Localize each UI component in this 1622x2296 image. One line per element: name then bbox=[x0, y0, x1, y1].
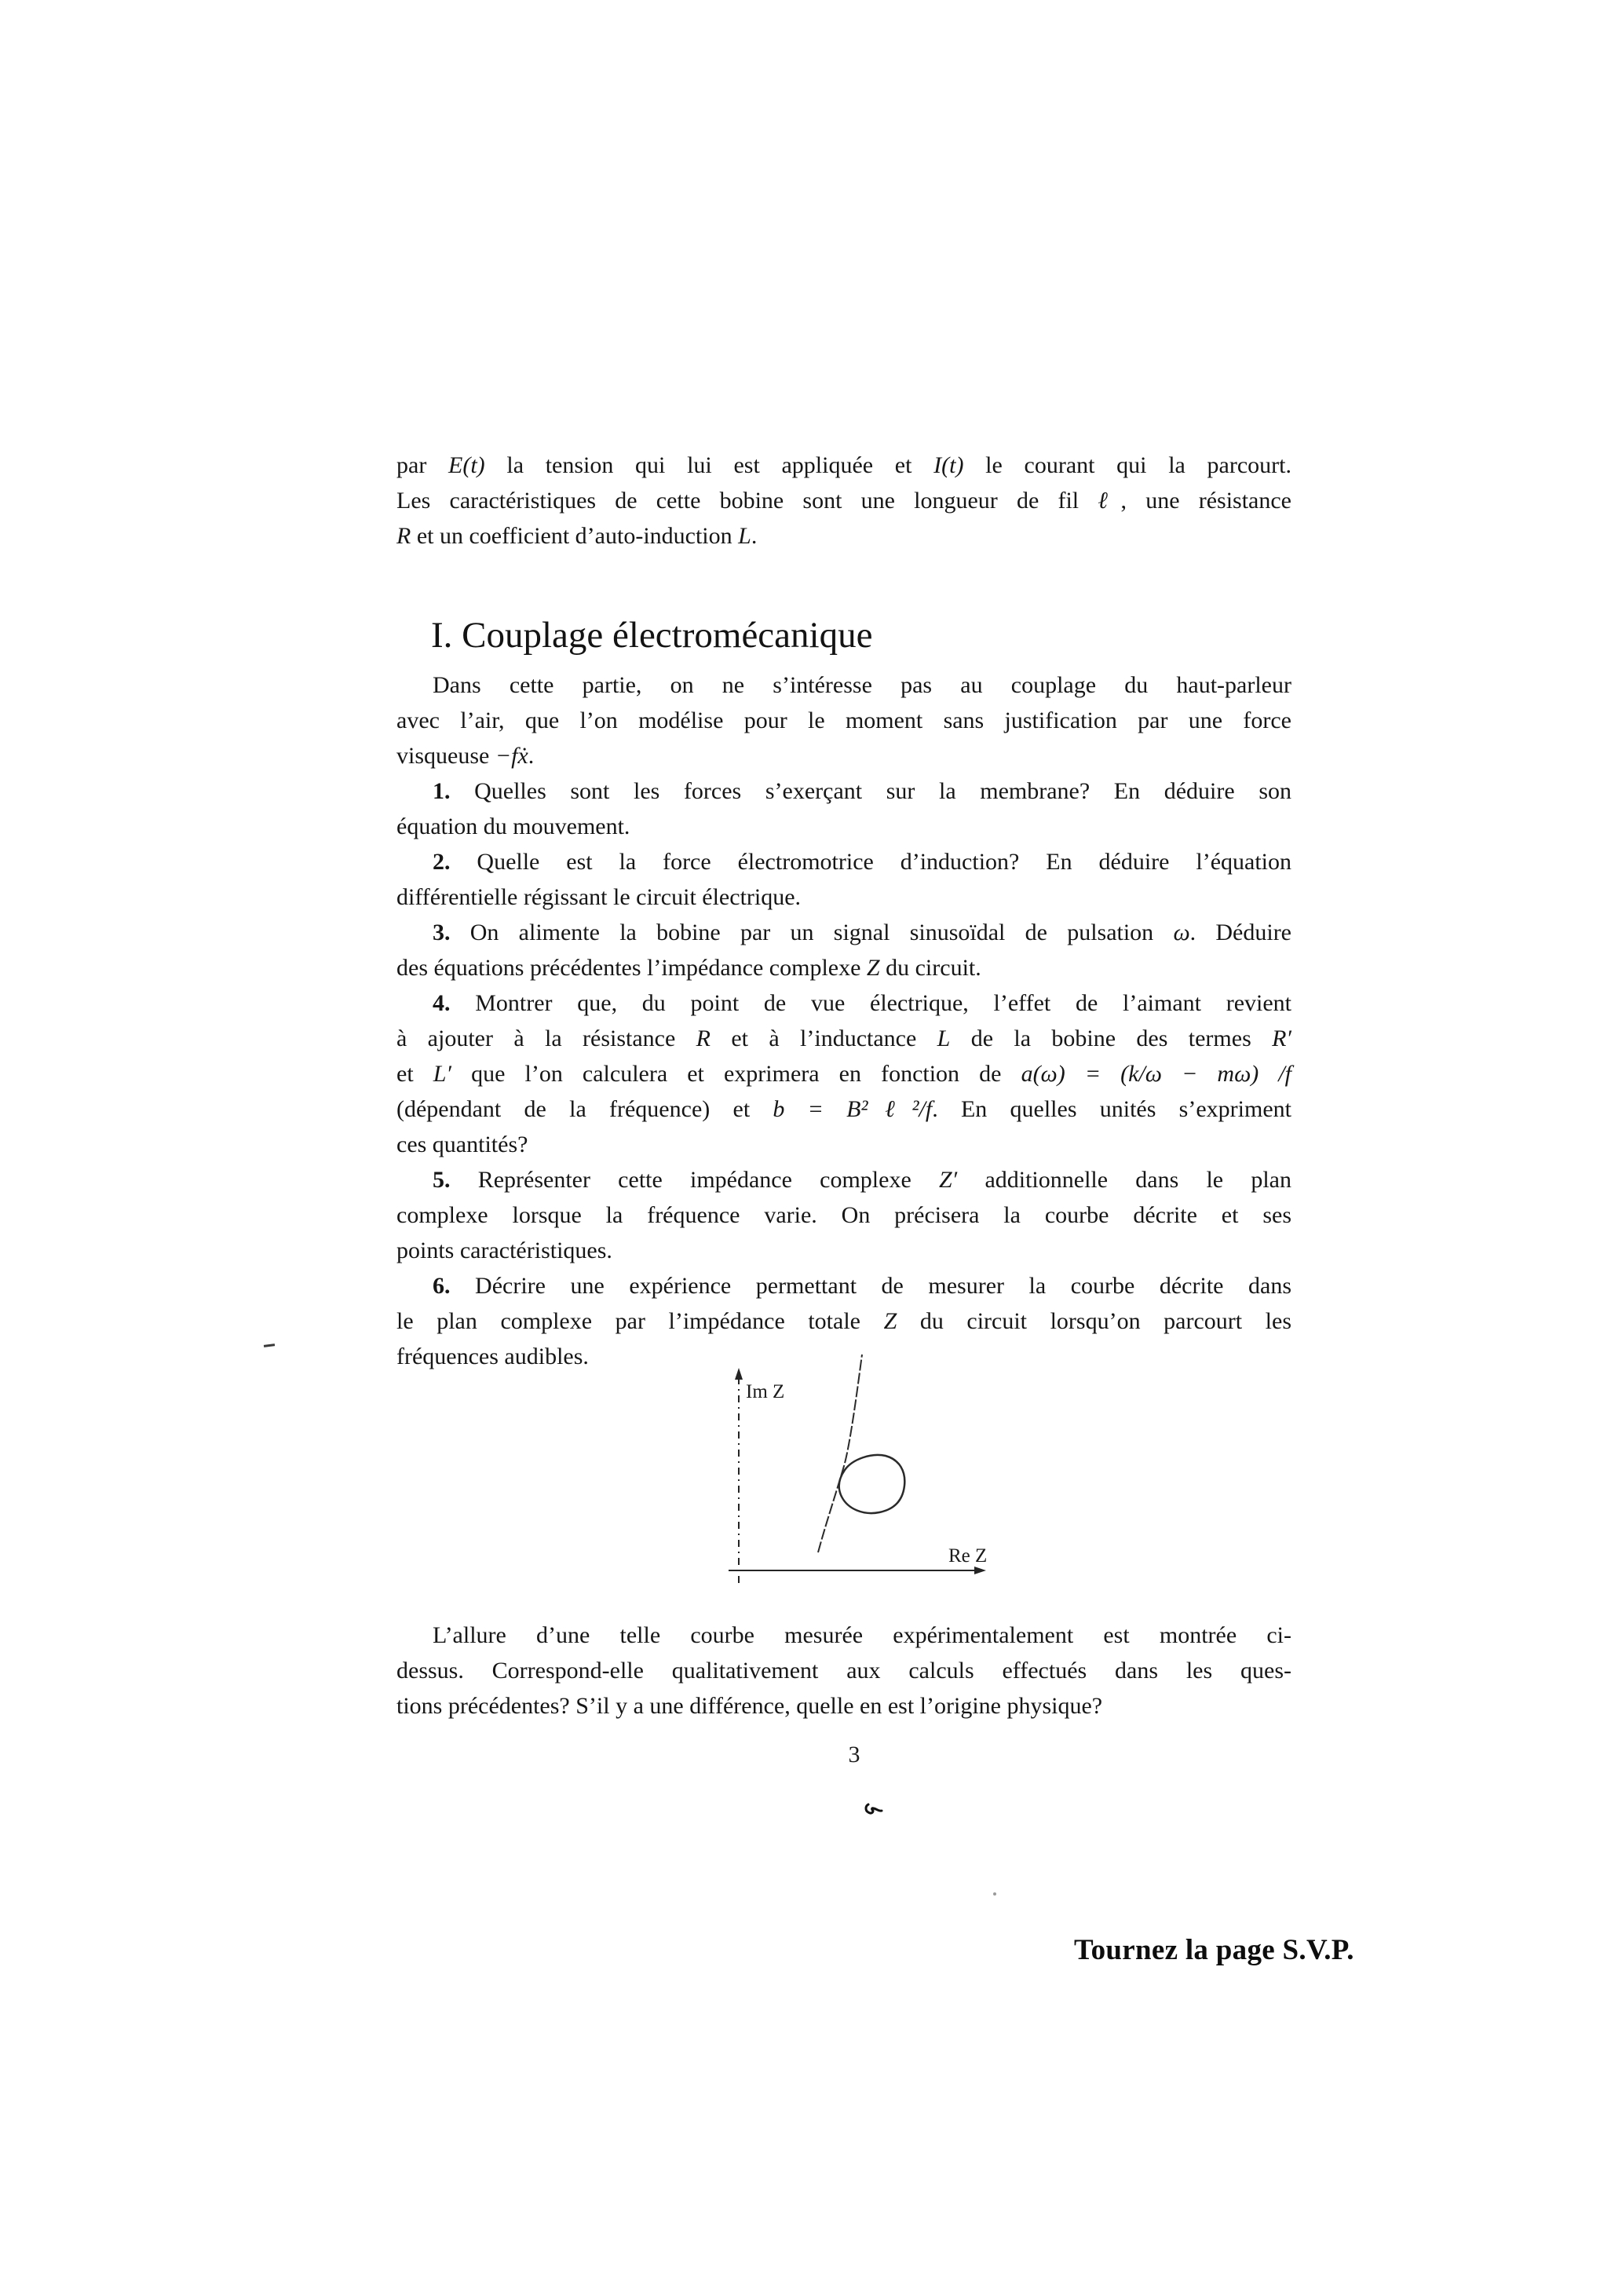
text-segment: . bbox=[751, 523, 758, 549]
text-segment: 5. bbox=[433, 1167, 451, 1193]
text-segment: 6. bbox=[433, 1273, 451, 1299]
math-inline: R bbox=[696, 1026, 711, 1051]
text-line bbox=[396, 1653, 1291, 1688]
text-line bbox=[396, 1091, 1291, 1127]
text-segment: . Déduire bbox=[1189, 919, 1291, 945]
text-segment: 1. bbox=[433, 778, 451, 804]
text-segment: tions précédentes? S’il y a une différence, quelle en est l’origine physique? bbox=[396, 1693, 1103, 1719]
math-inline: R′ bbox=[1272, 1026, 1291, 1051]
text-line bbox=[396, 738, 1291, 773]
text-segment: dessus. Correspond-elle qualitativement aux calculs effectués dans les ques- bbox=[396, 1658, 1291, 1684]
math-inline: a(ω) = (k/ω − mω) /f bbox=[1021, 1061, 1292, 1087]
impedance-plot bbox=[707, 1344, 1005, 1596]
text-segment: . En quelles unités s’expriment bbox=[932, 1096, 1291, 1122]
text-segment: 4. bbox=[433, 990, 451, 1016]
text-segment: que l’on calculera et exprimera en fonction de bbox=[451, 1061, 1021, 1087]
text-segment: et bbox=[396, 1061, 433, 1087]
text-line bbox=[396, 1197, 1291, 1233]
math-inline: E(t) bbox=[448, 452, 485, 478]
question-5 bbox=[396, 1162, 1291, 1268]
math-inline: Z′ bbox=[938, 1167, 958, 1193]
ink-smudge bbox=[864, 1800, 884, 1819]
text-segment: ces quantités? bbox=[396, 1132, 528, 1157]
y-axis-arrow-icon bbox=[735, 1368, 743, 1380]
paragraph-intro bbox=[396, 448, 1291, 554]
question-4 bbox=[396, 985, 1291, 1162]
scan-speck bbox=[993, 1892, 996, 1896]
text-line bbox=[396, 1162, 1291, 1197]
text-line bbox=[396, 773, 1291, 809]
text-segment: la tension qui lui est appliquée et bbox=[484, 452, 934, 478]
math-inline: ω bbox=[1173, 919, 1190, 945]
text-line bbox=[396, 1268, 1291, 1303]
text-segment: de la bobine des termes bbox=[950, 1026, 1273, 1051]
text-line bbox=[396, 667, 1291, 703]
text-segment: fréquences audibles. bbox=[396, 1344, 589, 1369]
stray-ink-dash bbox=[264, 1344, 275, 1347]
text-line bbox=[396, 950, 1291, 985]
text-line bbox=[396, 915, 1291, 950]
text-line bbox=[396, 1127, 1291, 1162]
text-segment: . bbox=[528, 743, 535, 769]
text-segment: du circuit lorsqu’on parcourt les bbox=[897, 1308, 1291, 1334]
text-segment: 2. bbox=[433, 849, 451, 875]
question-3 bbox=[396, 915, 1291, 985]
math-inline: L bbox=[738, 523, 751, 549]
text-segment: Représenter cette impédance complexe bbox=[450, 1167, 939, 1193]
text-segment: et un coefficient d’auto-induction bbox=[411, 523, 739, 549]
text-line bbox=[396, 844, 1291, 879]
text-segment: avec l’air, que l’on modélise pour le moment sans justification par une force bbox=[396, 707, 1291, 733]
x-axis-arrow-icon bbox=[974, 1567, 986, 1574]
text-segment: Montrer que, du point de vue électrique, l’effet de l’aimant revient bbox=[450, 990, 1291, 1016]
text-segment: On alimente la bobine par un signal sinusoïdal de pulsation bbox=[450, 919, 1174, 945]
x-axis-label: Re Z bbox=[948, 1545, 988, 1567]
text-line bbox=[396, 809, 1291, 844]
page-number: 3 bbox=[848, 1742, 860, 1768]
text-segment: du circuit. bbox=[879, 955, 981, 981]
math-inline: L bbox=[937, 1026, 951, 1051]
text-line bbox=[396, 1233, 1291, 1268]
text-segment: le plan complexe par l’impédance totale bbox=[396, 1308, 884, 1334]
paragraph-closing bbox=[396, 1618, 1291, 1724]
text-line bbox=[396, 703, 1291, 738]
text-line bbox=[396, 518, 1291, 554]
text-line bbox=[396, 985, 1291, 1021]
text-segment: différentielle régissant le circuit électrique. bbox=[396, 884, 802, 910]
text-line bbox=[396, 1021, 1291, 1056]
math-inline: I(t) bbox=[933, 452, 964, 478]
text-segment: le courant qui la parcourt. bbox=[963, 452, 1291, 478]
text-line bbox=[396, 1303, 1291, 1339]
text-segment: 3. bbox=[433, 919, 451, 945]
text-line bbox=[396, 1688, 1291, 1724]
text-line bbox=[396, 879, 1291, 915]
text-segment: équation du mouvement. bbox=[396, 813, 630, 839]
text-segment: additionnelle dans le plan bbox=[957, 1167, 1291, 1193]
text-segment: (dépendant de la fréquence) et bbox=[396, 1096, 773, 1122]
text-segment: visqueuse bbox=[396, 743, 495, 769]
math-inline: Z bbox=[866, 955, 880, 981]
turn-page-note: Tournez la page S.V.P. bbox=[1074, 1934, 1354, 1966]
math-inline: R bbox=[396, 523, 411, 549]
curve-branch bbox=[818, 1355, 862, 1552]
math-inline: L′ bbox=[433, 1061, 451, 1087]
math-inline: ℓ bbox=[1098, 488, 1121, 514]
text-segment: par bbox=[396, 452, 449, 478]
text-segment: des équations précédentes l’impédance complexe bbox=[396, 955, 867, 981]
math-inline: b = B²ℓ²/f bbox=[773, 1096, 933, 1122]
y-axis-label: Im Z bbox=[746, 1381, 785, 1402]
section-heading: I. Couplage électromécanique bbox=[431, 615, 873, 656]
text-segment: complexe lorsque la fréquence varie. On précisera la courbe décrite et ses bbox=[396, 1202, 1291, 1228]
text-segment: Quelles sont les forces s’exerçant sur la membrane? En déduire son bbox=[450, 778, 1291, 804]
question-1 bbox=[396, 773, 1291, 844]
math-inline: Z bbox=[883, 1308, 897, 1334]
text-line bbox=[396, 1618, 1291, 1653]
text-segment: L’allure d’une telle courbe mesurée expérimentalement est montrée ci- bbox=[433, 1622, 1291, 1648]
text-segment: Quelle est la force électromotrice d’induction? En déduire l’équation bbox=[450, 849, 1291, 875]
text-line bbox=[396, 1056, 1291, 1091]
curve-loop bbox=[839, 1455, 905, 1513]
text-segment: à ajouter à la résistance bbox=[396, 1026, 696, 1051]
text-line bbox=[396, 448, 1291, 483]
text-column bbox=[396, 448, 1291, 1374]
text-segment: points caractéristiques. bbox=[396, 1238, 612, 1263]
text-segment: Dans cette partie, on ne s’intéresse pas au couplage du haut-parleur bbox=[433, 672, 1291, 698]
paragraph-part-intro bbox=[396, 667, 1291, 773]
text-segment: Décrire une expérience permettant de mesurer la courbe décrite dans bbox=[450, 1273, 1291, 1299]
text-line bbox=[396, 483, 1291, 518]
text-segment: , une résistance bbox=[1120, 488, 1291, 514]
closing-text-column bbox=[396, 1618, 1291, 1724]
text-segment: et à l’inductance bbox=[710, 1026, 937, 1051]
text-segment: Les caractéristiques de cette bobine sont une longueur de fil bbox=[396, 488, 1098, 514]
math-inline: −fẋ bbox=[495, 743, 528, 769]
question-2 bbox=[396, 844, 1291, 915]
